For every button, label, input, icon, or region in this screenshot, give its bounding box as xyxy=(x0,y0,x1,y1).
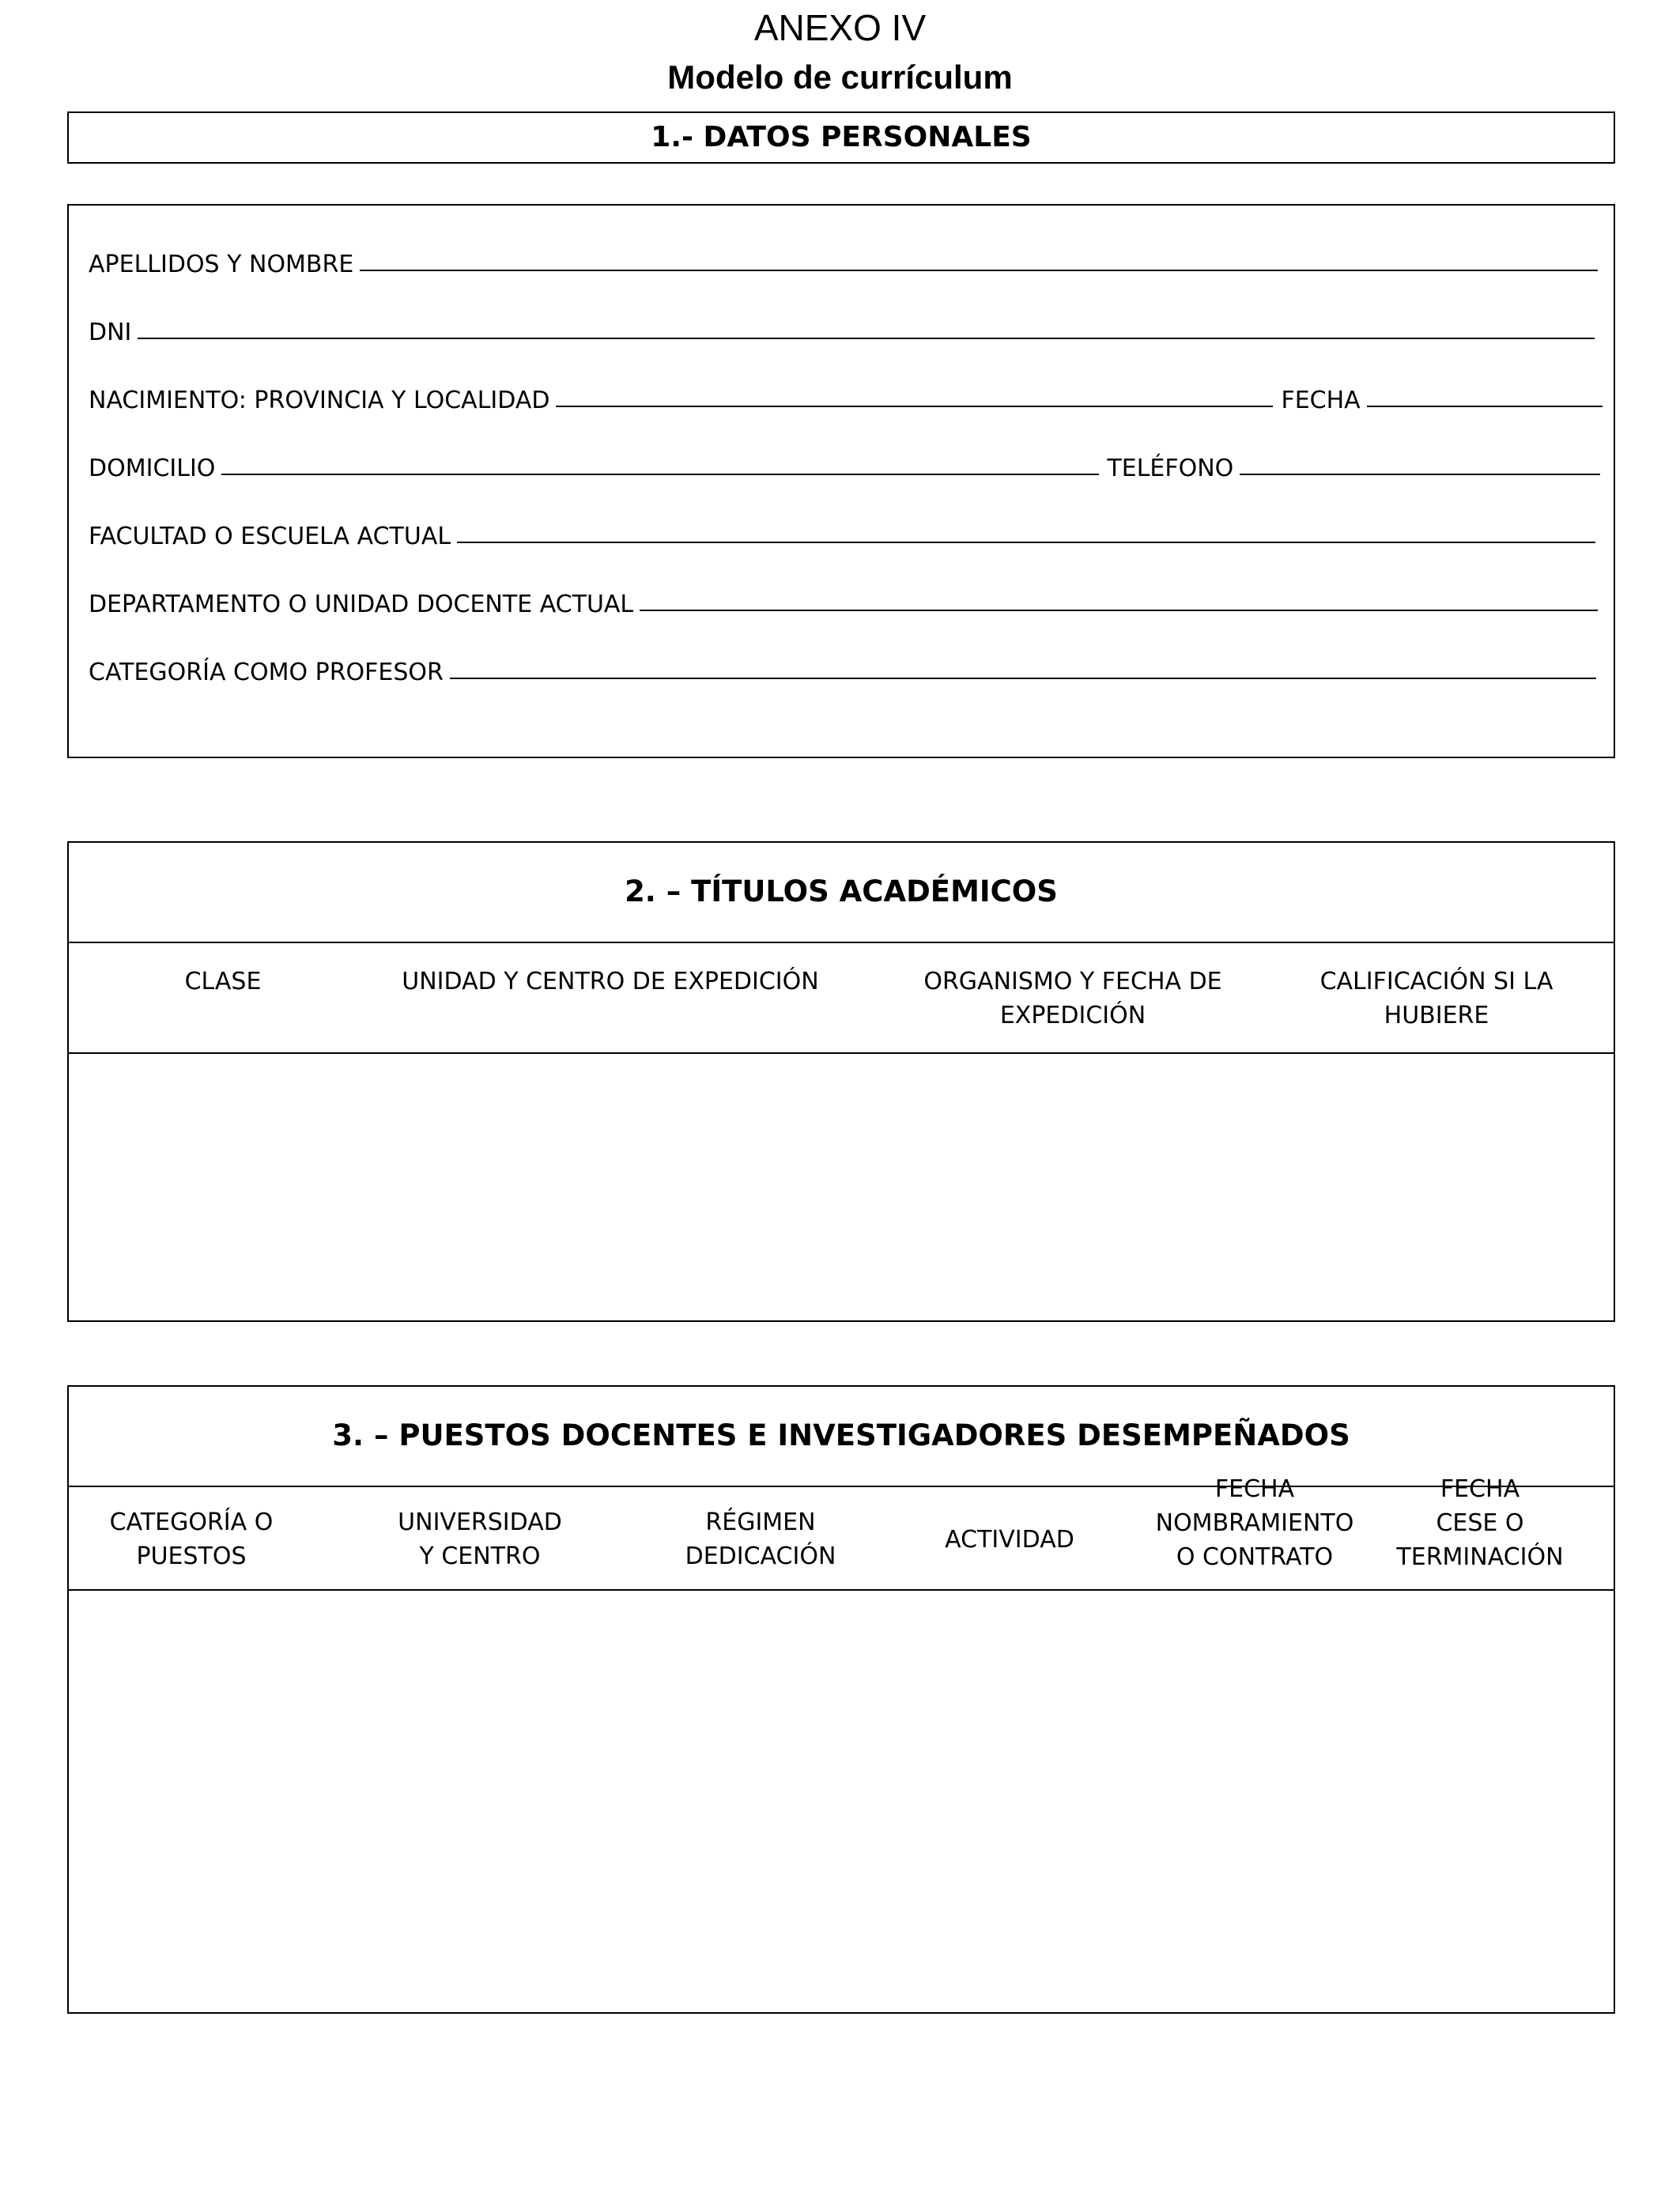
section3-divider-bottom xyxy=(69,1589,1614,1591)
field-domicilio[interactable] xyxy=(89,449,1600,482)
section2-divider-top xyxy=(69,942,1614,943)
telefono-label: TELÉFONO xyxy=(1107,455,1234,482)
document-title: Modelo de currículum xyxy=(667,59,1013,96)
col-calificacion: CALIFICACIÓN SI LA HUBIERE xyxy=(1319,968,1554,1029)
fecha-label: FECHA xyxy=(1281,387,1361,414)
section3-table xyxy=(67,1385,1615,2014)
field-apellidos-nombre[interactable] xyxy=(89,245,1598,278)
personal-data-form xyxy=(67,204,1615,758)
field-facultad[interactable] xyxy=(89,517,1595,550)
nacimiento-line[interactable] xyxy=(556,406,1273,407)
facultad-label: FACULTAD O ESCUELA ACTUAL xyxy=(89,523,451,550)
col-universidad-centro: UNIVERSIDAD Y CENTRO xyxy=(398,1509,562,1570)
apellidos-line[interactable] xyxy=(360,270,1598,271)
domicilio-label: DOMICILIO xyxy=(89,455,216,482)
col-unidad-centro: UNIDAD Y CENTRO DE EXPEDICIÓN xyxy=(402,968,819,995)
col-regimen-dedicacion: RÉGIMEN DEDICACIÓN xyxy=(685,1509,836,1570)
categoria-line[interactable] xyxy=(450,678,1596,679)
col-organismo-fecha: ORGANISMO Y FECHA DE EXPEDICIÓN xyxy=(923,968,1222,1029)
col-categoria-puestos: CATEGORÍA O PUESTOS xyxy=(109,1509,274,1570)
section2-divider-bottom xyxy=(69,1052,1614,1054)
fecha-line[interactable] xyxy=(1367,406,1603,407)
section2-table xyxy=(67,841,1615,1322)
section1-title: 1.- DATOS PERSONALES xyxy=(651,121,1032,153)
field-dni[interactable] xyxy=(89,313,1595,346)
field-categoria[interactable] xyxy=(89,653,1596,686)
departamento-line[interactable] xyxy=(640,610,1598,611)
categoria-label: CATEGORÍA COMO PROFESOR xyxy=(89,659,444,686)
annex-title: ANEXO IV xyxy=(753,7,927,48)
col-clase: CLASE xyxy=(184,968,262,995)
col-fecha-cese: FECHA CESE O TERMINACIÓN xyxy=(1396,1475,1564,1571)
facultad-line[interactable] xyxy=(457,542,1595,543)
section3-title: 3. – PUESTOS DOCENTES E INVESTIGADORES DESEMPEÑADOS xyxy=(332,1418,1350,1452)
departamento-label: DEPARTAMENTO O UNIDAD DOCENTE ACTUAL xyxy=(89,591,634,618)
telefono-line[interactable] xyxy=(1240,474,1600,475)
col-fecha-nombramiento: FECHA NOMBRAMIENTO O CONTRATO xyxy=(1155,1475,1354,1571)
section3-entry-area[interactable] xyxy=(69,1594,1614,2012)
section1-header xyxy=(67,111,1615,164)
field-nacimiento[interactable] xyxy=(89,381,1603,414)
dni-label: DNI xyxy=(89,319,132,346)
section2-title: 2. – TÍTULOS ACADÉMICOS xyxy=(625,874,1058,908)
section2-entry-area[interactable] xyxy=(69,1056,1614,1320)
col-actividad: ACTIVIDAD xyxy=(945,1526,1074,1554)
field-departamento[interactable] xyxy=(89,585,1598,618)
nacimiento-label: NACIMIENTO: PROVINCIA Y LOCALIDAD xyxy=(89,387,550,414)
dni-line[interactable] xyxy=(138,338,1595,339)
domicilio-line[interactable] xyxy=(221,474,1099,475)
apellidos-label: APELLIDOS Y NOMBRE xyxy=(89,251,354,278)
